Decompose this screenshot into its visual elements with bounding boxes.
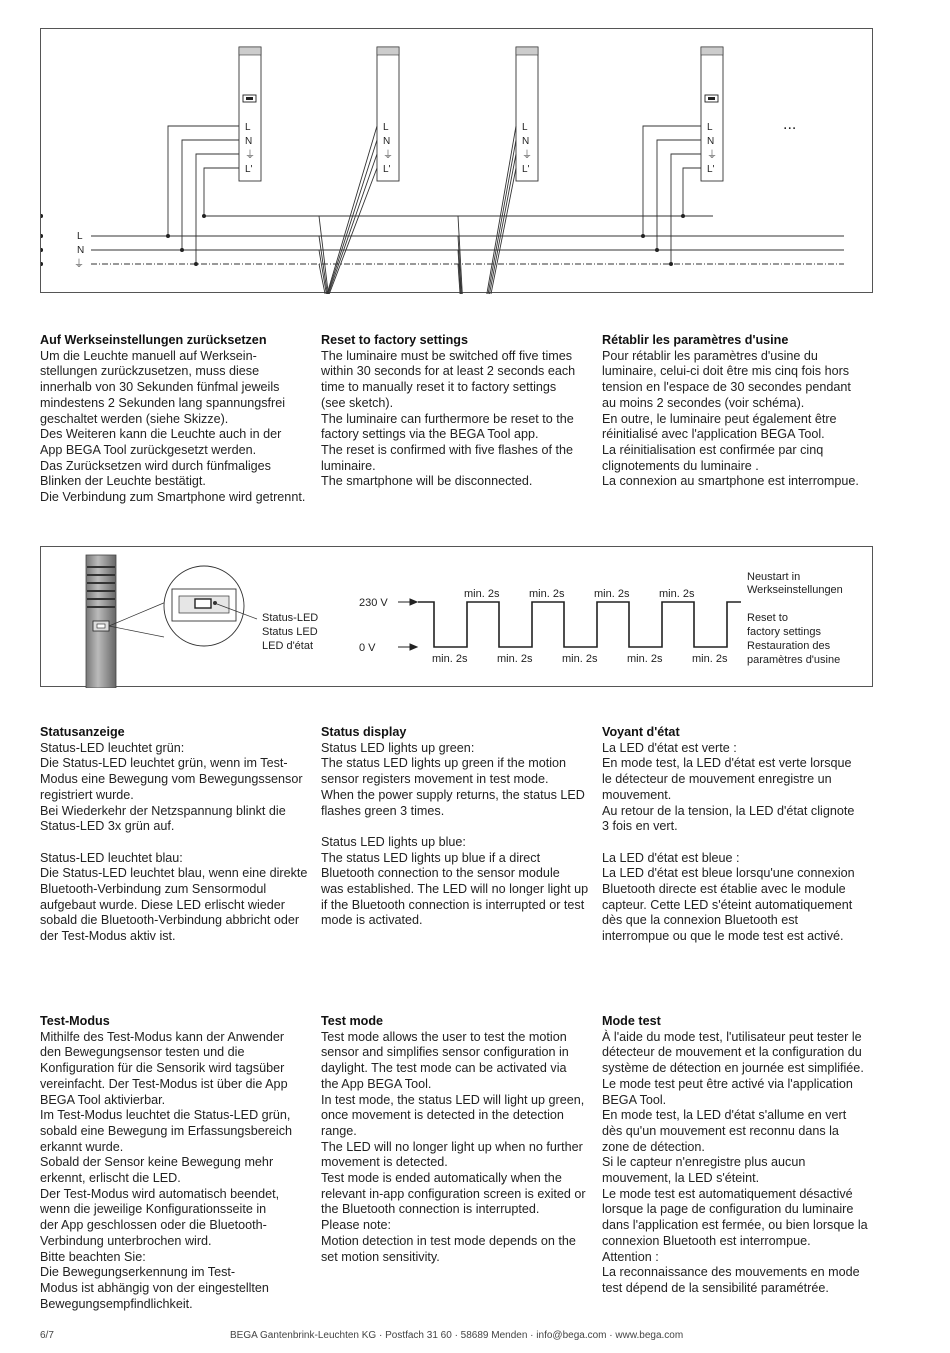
wire — [182, 140, 239, 250]
min-2s-off-label: min. 2s — [497, 653, 533, 665]
status-fr-body2: La LED d'état est bleue : La LED d'état est bleue lorsqu'une connexion Bluetooth directe est établie avec le module capteur. Cette LED s'éteint automatiquement dès que la connexion Bluetooth est interrompue ou que le mode test est activé. — [602, 850, 855, 944]
reset-fr-body: Pour rétablir les paramètres d'usine du luminaire, celui-ci doit être mis cinq fois hors tension en l'espace de 30 secondes pendant au moins 2 secondes (voir schéma). En outre, le luminaire peut également être réinitialisé avec l'application BEGA Tool. La réinitialisation est confirmée par cinq clignotements du luminaire . La connexion au smartphone est interrompue. — [602, 348, 859, 489]
terminal-label: L' — [522, 164, 530, 175]
wire — [168, 126, 239, 236]
wire — [683, 168, 701, 216]
terminal-label: ⏚ — [707, 150, 717, 161]
status-de-body1: Status-LED leuchtet grün: Die Status-LED leuchtet grün, wenn im Test- Modus eine Bewegung vom Bewegungssensor registriert wurde. Bei Wiederkehr der Netzspannung blinkt die Status-LED 3x grün auf. — [40, 740, 303, 834]
wiring-svg — [41, 29, 874, 294]
terminal-label: ⏚ — [245, 150, 255, 161]
luminaire-4 — [641, 47, 723, 266]
wire — [166, 154, 516, 294]
bus-label-n: N — [77, 245, 85, 256]
wire — [166, 154, 377, 294]
power-cycle-waveform — [418, 602, 741, 647]
test-de-body: Mithilfe des Test-Modus kann der Anwender den Bewegungsensor testen und die Konfiguration für die Sensorik wird tagsüber vereinfacht. Der Test-Modus ist über die App BEGA Tool aktivierbar. Im Test-Modus leuchtet die Status-LED grün, sobald eine Bewegung im Erfassungsbereich erkannt wurde. Sobald der Sensor keine Bewegung mehr erkennt, erlischt die LED. Der Test-Modus wird automatisch beendet, wenn die jeweilige Konfigurationsseite in der App geschlossen oder die Bluetooth- Verbindung unterbrochen wird. Bitte beachten Sie: Die Bewegungserkennung im Test- Modus ist abhängig von der eingestellten Bewegungsempfindlichkeit. — [40, 1029, 293, 1311]
reset-en-title: Reset to factory settings — [321, 333, 468, 347]
wire — [152, 140, 377, 294]
terminal-label: N — [383, 136, 391, 147]
terminal-label: L — [383, 122, 389, 133]
terminal-label: N — [707, 136, 715, 147]
test-de — [40, 1014, 310, 1312]
wire — [196, 154, 239, 264]
luminaire-2 — [41, 47, 399, 294]
status-de-body2: Status-LED leuchtet blau: Die Status-LED leuchtet blau, wenn eine direkte Bluetooth-Verbindung zum Sensormodul aufgebaut wurde. Diese LED erlischt wieder sobald die Bluetooth-Verbindung abbricht oder der Test-Modus aktiv ist. — [40, 850, 308, 944]
junction-dot — [194, 262, 198, 266]
result-de-2: Werkseinstellungen — [747, 584, 843, 596]
junction-dot — [41, 262, 43, 266]
status-en-body1: Status LED lights up green: The status LED lights up green if the motion sensor registers movement in test mode. When the power supply returns, the status LED flashes green 3 times. — [321, 740, 585, 818]
wire — [671, 154, 701, 264]
reset-en — [321, 333, 591, 490]
result-en-1: Reset to — [747, 612, 788, 624]
test-en — [321, 1014, 591, 1265]
terminal-label: L — [707, 122, 713, 133]
status-de-title: Statusanzeige — [40, 725, 125, 739]
min-2s-off-label: min. 2s — [562, 653, 598, 665]
test-fr-title: Mode test — [602, 1014, 661, 1028]
reset-de-title: Auf Werkseinstellungen zurücksetzen — [40, 333, 267, 347]
terminal-label: L' — [707, 164, 715, 175]
status-en — [321, 725, 591, 929]
wire — [643, 126, 701, 236]
result-de-1: Neustart in — [747, 571, 801, 583]
min-2s-on-label: min. 2s — [659, 588, 695, 600]
wire — [204, 168, 239, 216]
junction-dot — [202, 214, 206, 218]
junction-dot — [180, 248, 184, 252]
junction-dot — [41, 248, 43, 252]
result-fr-1: Restauration des — [747, 640, 831, 652]
status-fr — [602, 725, 872, 945]
status-en-title: Status display — [321, 725, 407, 739]
bus-label-pe: ⏚ — [74, 259, 84, 270]
terminal-label: L' — [383, 164, 391, 175]
min-2s-off-label: min. 2s — [432, 653, 468, 665]
luminaire-3 — [41, 47, 538, 294]
wire — [657, 140, 701, 250]
led-label-de: Status-LED — [262, 612, 319, 624]
min-2s-on-label: min. 2s — [464, 588, 500, 600]
luminaire-1 — [166, 47, 261, 266]
min-2s-off-label: min. 2s — [692, 653, 728, 665]
voltage-230: 230 V — [359, 597, 388, 609]
min-2s-labels — [432, 588, 728, 665]
reset-de — [40, 333, 310, 506]
voltage-0: 0 V — [359, 642, 376, 654]
terminal-label: ⏚ — [383, 150, 393, 161]
more-ellipsis: ... — [783, 116, 797, 133]
test-en-body: Test mode allows the user to test the motion sensor and simplifies sensor configuration in daylight. The test mode can be activated via the App BEGA Tool. In test mode, the status LED will light up green, once movement is detected in the detection range. The LED will no longer light up when no further movement is detected. Test mode is ended automatically when the relevant in-app configuration screen is exited or the Bluetooth connection is interrupted. Please note: Motion detection in test mode depends on the set motion sensitivity. — [321, 1029, 586, 1264]
min-2s-on-label: min. 2s — [594, 588, 630, 600]
junction-dot — [41, 234, 43, 238]
status-fr-title: Voyant d'état — [602, 725, 680, 739]
timing-svg — [41, 547, 874, 688]
page-number: 6/7 — [40, 1330, 54, 1341]
reset-fr — [602, 333, 872, 490]
led-label-en: Status LED — [262, 626, 318, 638]
test-fr — [602, 1014, 872, 1297]
terminal-label: ⏚ — [522, 150, 532, 161]
junction-dot — [655, 248, 659, 252]
test-fr-body: À l'aide du mode test, l'utilisateur peut tester le détecteur de mouvement et la configuration du système de détection en journée est simplifiée. Le mode test peut être activé via l'application BEGA Tool. En mode test, la LED d'état s'allume en vert dès qu'un mouvement est reconnu dans la zone de détection. Si le capteur n'enregistre plus aucun mouvement, la LED s'éteint. Le mode test est automatiquement désactivé lorsque la page de configuration du luminaire dans l'application est fermée, ou bien lorsque la connexion Bluetooth est interrompue. Attention : La reconnaissance des mouvements en mode test dépend de la sensibilité paramétrée. — [602, 1029, 868, 1295]
test-de-title: Test-Modus — [40, 1014, 110, 1028]
wiring-diagram — [40, 28, 873, 293]
terminal-label: L' — [245, 164, 253, 175]
test-en-title: Test mode — [321, 1014, 384, 1028]
footer-company: BEGA Gantenbrink-Leuchten KG · Postfach 31 60 · 58689 Menden · info@bega.com · www.bega.com — [230, 1330, 684, 1341]
terminal-label: N — [522, 136, 530, 147]
bus-label-l: L — [77, 231, 83, 242]
reset-de-body: Um die Leuchte manuell auf Werksein- stellungen zurückzusetzen, muss diese innerhalb von 30 Sekunden fünfmal jeweils mindestens 2 Sekunden lang spannungsfrei geschaltet werden (siehe Skizze). Des Weiteren kann die Leuchte auch in der App BEGA Tool zurückgesetzt werden. Das Zurücksetzen wird durch fünfmaliges Blinken der Leuchte bestätigt. Die Verbindung zum Smartphone wird getrennt. — [40, 348, 306, 505]
status-led-zoom — [109, 566, 257, 646]
junction-dot — [166, 234, 170, 238]
status-en-body2: Status LED lights up blue: The status LED lights up blue if a direct Bluetooth connection to the sensor module was established. The LED will no longer light up if the Bluetooth connection is interrupted or test mode is activated. — [321, 834, 589, 928]
bollard-luminaire — [86, 555, 116, 688]
result-en-2: factory settings — [747, 626, 821, 638]
terminal-label: N — [245, 136, 253, 147]
terminal-label: L — [245, 122, 251, 133]
status-fr-body1: La LED d'état est verte : En mode test, la LED d'état est verte lorsque le détecteur de mouvement enregistre un mouvement. Au retour de la tension, la LED d'état clignote 3 fois en vert. — [602, 740, 855, 834]
min-2s-on-label: min. 2s — [529, 588, 565, 600]
result-fr-2: paramètres d'usine — [747, 654, 841, 666]
reset-en-body: The luminaire must be switched off five times within 30 seconds for at least 2 seconds each time to manually reset it to factory settings (see sketch). The luminaire can furthermore be reset to the factory settings via the BEGA Tool app. The reset is confirmed with five flashes of the luminaire. The smartphone will be disconnected. — [321, 348, 576, 489]
junction-dot — [669, 262, 673, 266]
junction-dot — [681, 214, 685, 218]
led-label-fr: LED d'état — [262, 640, 314, 652]
reset-fr-title: Rétablir les paramètres d'usine — [602, 333, 789, 347]
junction-dot — [641, 234, 645, 238]
junction-dot — [41, 214, 43, 218]
min-2s-off-label: min. 2s — [627, 653, 663, 665]
status-de — [40, 725, 310, 945]
terminal-label: L — [522, 122, 528, 133]
status-timing-diagram — [40, 546, 873, 687]
